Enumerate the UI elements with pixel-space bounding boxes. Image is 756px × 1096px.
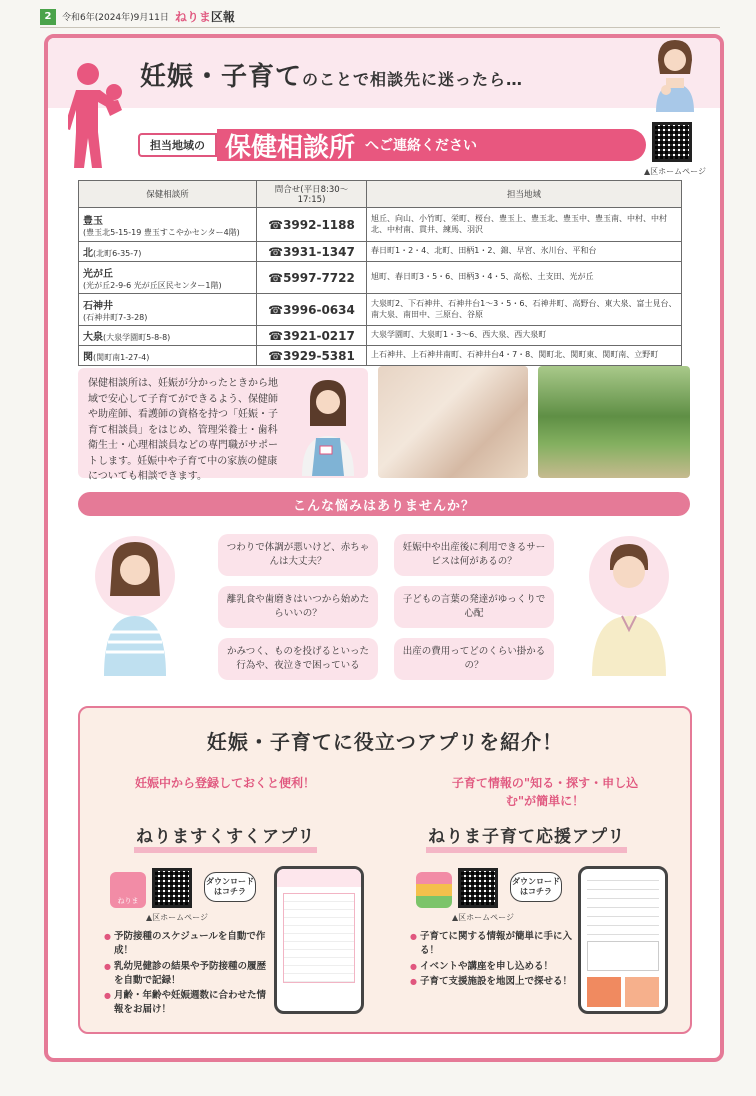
table-row: 北(北町6-35-7) ☎3931-1347 春日町1・2・4、北町、田柄1・2、錦、早宮、氷川台、平和台 [79,242,682,262]
phone-number[interactable]: ☎3996-0634 [257,294,367,326]
brand-logo: ねりま区報 [174,10,235,24]
banner-tag: 担当地域の [138,133,217,157]
father-illustration [584,536,674,676]
phone-number[interactable]: ☎3929-5381 [257,346,367,366]
page-number: 2 [40,9,56,25]
health-center-table [78,180,682,366]
banner-heading: 保健相談所 [225,132,356,163]
phone-number[interactable]: ☎3921-0217 [257,326,367,346]
qr-label: ▲区ホームページ [146,913,208,922]
park-photo [538,366,690,478]
sukusuku-app-name: ねりますくすくアプリ [134,828,317,853]
banner-bar [217,129,646,161]
worry-bubble: 離乳食や歯磨きはいつから始めたらいいの？ [218,586,378,628]
mother-illustration [92,536,178,676]
table-header: 問合せ(平日8:30～17:15) [257,181,367,208]
kosodate-phone-screenshot [578,866,668,1014]
table-row: 石神井 (石神井町7-3-28) ☎3996-0634 大泉町2、下石神井、石神井台1～3・5・6、石神井町、高野台、東大泉、富士見台、南大泉、南田中、三原台、谷原 [79,294,682,326]
qr-code-icon[interactable] [152,868,192,908]
consultation-photo [378,366,528,478]
phone-number[interactable]: ☎3931-1347 [257,242,367,262]
worry-bubble: 出産の費用ってどのくらい掛かるの？ [394,638,554,680]
table-row: 光が丘 (光が丘2-9-6 光が丘区民センター1階) ☎5997-7722 旭町、春日町3・5・6、田柄3・4・5、高松、土支田、光が丘 [79,262,682,294]
table-row: 大泉(大泉学園町5-8-8) ☎3921-0217 大泉学園町、大泉町1・3～6、西大泉、西大泉町 [79,326,682,346]
banner-tail: へご連絡ください [365,138,478,154]
table-row: 豊玉 (豊玉北5-15-19 豊玉すこやかセンター4階) ☎3992-1188 旭丘、向山、小竹町、栄町、桜台、豊玉上、豊玉北、豊玉中、豊玉南、中村、中村北、中村南、貫井、練馬、羽沢 [79,208,682,242]
qr-label: ▲区ホームページ [644,167,706,176]
worry-bubble: 妊娠中や出産後に利用できるサービスは何があるの？ [394,534,554,576]
apps-title: 妊娠・子育てに役立つアプリを紹介！ [206,730,564,754]
download-link[interactable]: ダウンロードはコチラ [510,872,562,902]
description-text: 保健相談所は、妊娠が分かったときから地域で安心して子育てができるよう、保健師や助産師、看護師の資格を持つ「妊娠・子育て相談員」をはじめ、管理栄養士・歯科衛生士・心理相談員などの専門職がサポートします。妊娠中や子育て中の家族の健康についても相談できます。 [88,378,278,482]
description-box [78,368,368,482]
sukusuku-features: ● 予防接種のスケジュールを自動で作成！ ● 乳幼児健診の結果や予防接種の履歴を自動で記録！ ● 月齢・年齢や妊娠週数に合わせた情報をお届け！ [104,930,266,1019]
sukusuku-phone-screenshot [274,866,364,1014]
kosodate-app-icon[interactable] [416,872,452,908]
parent-child-pictogram-icon [68,62,126,172]
apps-section [78,706,692,1034]
consultant-illustration [292,376,360,476]
kosodate-app-name: ねりま子育て応援アプリ [426,828,627,853]
table-header: 担当地域 [367,181,682,208]
phone-number[interactable]: ☎3992-1188 [257,208,367,242]
article-frame [44,34,724,1062]
worry-bubble: かみつく、ものを投げるといった行為や、夜泣きで困っている [218,638,378,680]
sukusuku-app-icon[interactable]: ねりま [110,872,146,908]
worried-woman-illustration [650,38,700,112]
qr-code-icon[interactable] [652,122,692,162]
qr-code-icon[interactable] [458,868,498,908]
qr-label: ▲区ホームページ [452,913,514,922]
left-app-subtitle: 妊娠中から登録しておくと便利！ [134,776,315,790]
table-header: 保健相談所 [79,181,257,208]
right-app-subtitle: 子育て情報の"知る・探す・申し込む"が簡単に！ [451,776,639,808]
download-link[interactable]: ダウンロードはコチラ [204,872,256,902]
table-row: 関(関町南1-27-4) ☎3929-5381 上石神井、上石神井南町、石神井台4・7・8、関町北、関町東、関町南、立野町 [79,346,682,366]
page-title: 妊娠・子育てのことで相談先に迷ったら… [140,62,524,92]
contact-banner [138,128,646,162]
kosodate-features: ● 子育てに関する情報が簡単に手に入る！ ● イベントや講座を申し込める！ ● 子育て支援施設を地図上で探せる！ [410,930,572,990]
worries-heading: こんな悩みはありませんか？ [78,492,690,516]
page-header [40,6,720,28]
worry-bubble: 子どもの言葉の発達がゆっくりで心配 [394,586,554,628]
worry-bubble: つわりで体調が悪いけど、赤ちゃんは大丈夫？ [218,534,378,576]
phone-number[interactable]: ☎5997-7722 [257,262,367,294]
issue-date: 令和6年(2024年)9月11日 [62,13,169,23]
